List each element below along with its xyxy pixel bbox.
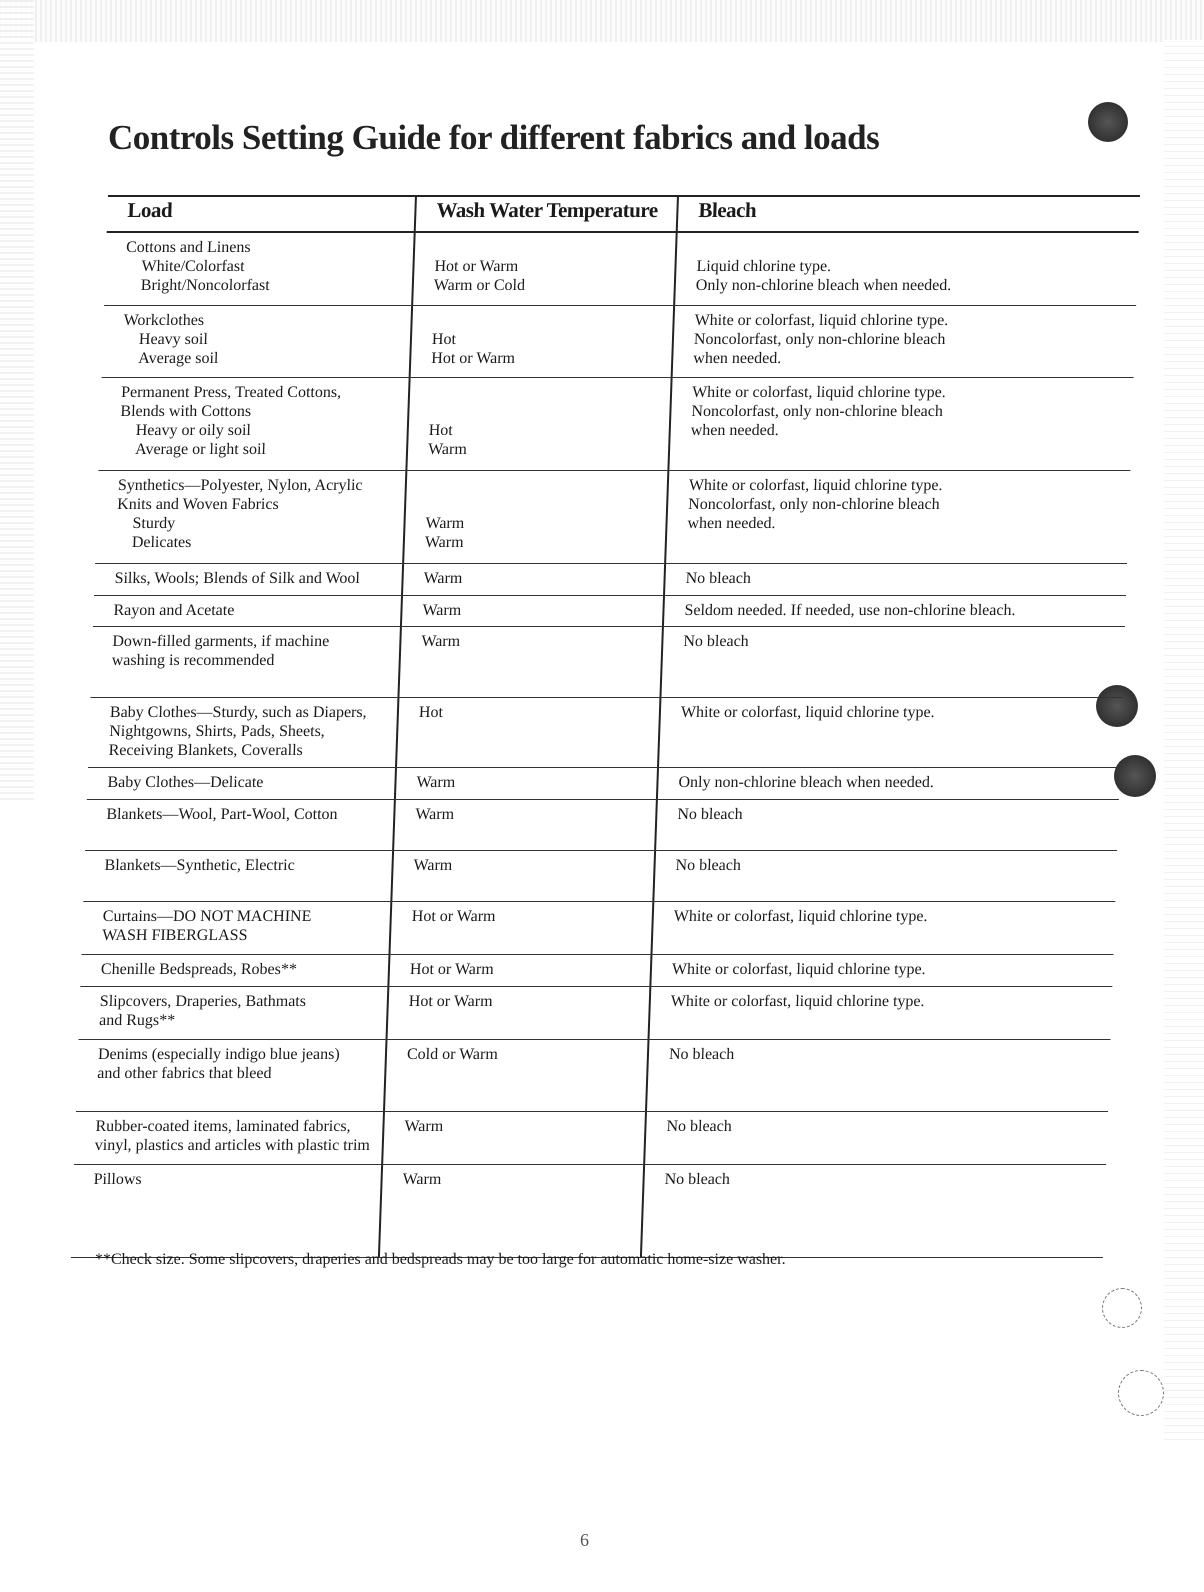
bleach-cell xyxy=(649,955,1113,986)
table-row xyxy=(94,564,1127,596)
load-line: White/Colorfast xyxy=(141,258,245,275)
load-cell xyxy=(85,800,394,850)
load-line: Cottons and Linens xyxy=(125,239,251,256)
bleach-cell xyxy=(656,768,1120,799)
bleach-cell xyxy=(667,378,1133,470)
bleach-line: White or colorfast, liquid chlorine type. xyxy=(691,384,947,401)
bleach-cell xyxy=(664,471,1130,563)
bleach-cell xyxy=(640,1165,1106,1257)
table-row xyxy=(76,1040,1111,1112)
load-line: Nightgowns, Shirts, Pads, Sheets, xyxy=(108,723,326,740)
load-line: Baby Clothes—Sturdy, such as Diapers, xyxy=(109,704,367,721)
bleach-cell xyxy=(654,800,1119,850)
load-line: and other fabrics that bleed xyxy=(97,1065,272,1082)
load-line: Denims (especially indigo blue jeans) xyxy=(97,1046,341,1063)
load-line: washing is recommended xyxy=(111,652,275,669)
load-line: Heavy or oily soil xyxy=(135,422,252,439)
bleach-line: Only non-chlorine bleach when needed. xyxy=(695,277,952,294)
page-title: Controls Setting Guide for different fabrics and loads xyxy=(108,118,880,157)
load-cell xyxy=(90,627,399,697)
scan-artifact-top xyxy=(0,0,1204,42)
punch-hole xyxy=(1114,755,1156,797)
bleach-line: Seldom needed. If needed, use non-chlorine bleach. xyxy=(684,602,1016,619)
load-line: Receiving Blankets, Coveralls xyxy=(108,742,304,759)
load-line: Bright/Noncolorfast xyxy=(140,277,271,294)
temp-line: Warm xyxy=(425,515,465,532)
bleach-line: White or colorfast, liquid chlorine type. xyxy=(671,961,926,978)
temp-line xyxy=(426,495,667,514)
load-line: Knits and Woven Fabrics xyxy=(116,496,280,513)
temperature-cell xyxy=(397,627,661,697)
temp-line: Warm xyxy=(423,570,463,587)
load-cell xyxy=(74,1112,383,1164)
bleach-line: No bleach xyxy=(675,857,742,874)
table-row xyxy=(81,902,1115,955)
footnote: **Check size. Some slipcovers, draperies and bedspreads may be too large for automatic home-size washer. xyxy=(95,1251,786,1268)
temperature-cell xyxy=(409,306,673,377)
bleach-cell xyxy=(652,851,1117,901)
temp-line: Cold or Warm xyxy=(406,1046,499,1063)
bleach-line: No bleach xyxy=(664,1171,731,1188)
temp-line: Hot xyxy=(428,422,454,439)
temp-line: Hot or Warm xyxy=(408,993,493,1010)
load-line: Heavy soil xyxy=(138,331,209,348)
temp-line: Hot or Warm xyxy=(430,350,516,367)
temp-line: Hot or Warm xyxy=(434,258,519,275)
bleach-line: White or colorfast, liquid chlorine type. xyxy=(670,993,925,1010)
temp-line: Warm xyxy=(422,602,462,619)
temperature-cell xyxy=(390,851,654,901)
temperature-cell xyxy=(387,955,650,986)
temperature-cell xyxy=(388,902,652,954)
temp-line: Hot xyxy=(431,331,457,348)
load-line: Workclothes xyxy=(123,312,205,329)
bleach-line: when needed. xyxy=(692,350,782,367)
scan-artifact-right xyxy=(1164,40,1204,1440)
load-line: Sturdy xyxy=(132,515,176,532)
scan-artifact-left xyxy=(0,0,34,800)
bleach-cell xyxy=(643,1112,1108,1164)
temp-line xyxy=(432,311,673,330)
bleach-cell xyxy=(648,987,1113,1039)
header-load: Load xyxy=(127,198,173,222)
load-line: Permanent Press, Treated Cottons, xyxy=(120,384,342,401)
bleach-cell xyxy=(657,698,1122,767)
temp-line xyxy=(435,238,676,257)
temp-line: Warm or Cold xyxy=(433,277,526,294)
load-cell xyxy=(71,1165,381,1257)
bleach-cell xyxy=(671,306,1136,377)
load-cell xyxy=(98,378,408,470)
load-cell xyxy=(88,698,397,767)
bleach-line: Noncolorfast, only non-chlorine bleach xyxy=(693,331,946,348)
temperature-cell xyxy=(383,1040,647,1111)
load-cell xyxy=(95,471,405,563)
temperature-cell xyxy=(378,1165,643,1257)
load-cell xyxy=(87,768,395,799)
temp-line xyxy=(427,476,668,495)
bleach-line: No bleach xyxy=(677,806,743,823)
bleach-line: No bleach xyxy=(683,633,750,650)
load-line: Blends with Cottons xyxy=(120,403,252,420)
temperature-cell xyxy=(394,768,657,799)
bleach-line: No bleach xyxy=(685,570,752,587)
temperature-cell xyxy=(386,987,650,1039)
bleach-cell xyxy=(645,1040,1110,1111)
load-cell xyxy=(76,1040,385,1111)
load-cell xyxy=(94,564,402,595)
load-line: Average soil xyxy=(137,350,219,367)
table-row xyxy=(85,800,1119,851)
temp-line: Warm xyxy=(402,1171,442,1188)
temp-line: Warm xyxy=(415,806,455,823)
bleach-line: No bleach xyxy=(668,1046,735,1063)
temperature-cell xyxy=(395,698,659,767)
table-row xyxy=(88,698,1122,768)
table-row xyxy=(90,627,1124,698)
temperature-cell xyxy=(411,233,676,305)
table-row xyxy=(102,306,1137,378)
load-line: WASH FIBERGLASS xyxy=(101,927,248,944)
bleach-line: Noncolorfast, only non-chlorine bleach xyxy=(691,403,944,420)
load-line: vinyl, plastics and articles with plastic trim xyxy=(94,1137,371,1154)
table-row xyxy=(87,768,1120,800)
header-bleach: Bleach xyxy=(676,197,1140,231)
bleach-line: Liquid chlorine type. xyxy=(696,258,832,275)
table-row xyxy=(74,1112,1108,1165)
bleach-line: when needed. xyxy=(687,515,776,532)
table-row xyxy=(71,1165,1106,1258)
bleach-cell xyxy=(650,902,1115,954)
load-line: Down-filled garments, if machine xyxy=(112,633,330,650)
temperature-cell xyxy=(392,800,656,850)
bleach-line: White or colorfast, liquid chlorine type. xyxy=(688,477,943,494)
load-cell xyxy=(102,306,411,377)
temp-line: Warm xyxy=(404,1118,444,1135)
load-line: Blankets—Synthetic, Electric xyxy=(104,857,296,874)
temperature-cell xyxy=(401,564,664,595)
load-cell xyxy=(93,596,401,626)
temp-line: Warm xyxy=(427,441,468,458)
bleach-line: White or colorfast, liquid chlorine type. xyxy=(680,704,935,721)
table-row xyxy=(104,233,1139,306)
load-cell xyxy=(104,233,414,305)
table-header xyxy=(107,195,1140,233)
load-line: and Rugs** xyxy=(98,1012,176,1029)
temperature-cell xyxy=(400,596,663,626)
load-cell xyxy=(83,851,392,901)
temp-line: Warm xyxy=(424,534,464,551)
load-line: Baby Clothes—Delicate xyxy=(107,774,264,791)
temp-line: Hot or Warm xyxy=(411,908,496,925)
load-line: Pillows xyxy=(93,1171,142,1188)
temp-line: Warm xyxy=(413,857,453,874)
load-line: Synthetics—Polyester, Nylon, Acrylic xyxy=(117,477,363,494)
punch-hole xyxy=(1088,102,1128,142)
temp-line: Warm xyxy=(416,774,456,791)
page-number: 6 xyxy=(580,1530,589,1550)
temperature-cell xyxy=(381,1112,645,1164)
table-row xyxy=(98,378,1133,471)
load-line: Blankets—Wool, Part-Wool, Cotton xyxy=(106,806,338,823)
load-line: Average or light soil xyxy=(134,441,267,458)
table-row xyxy=(95,471,1130,564)
table-row xyxy=(78,987,1112,1040)
bleach-cell xyxy=(659,627,1124,697)
load-line: Curtains—DO NOT MACHINE xyxy=(102,908,312,925)
bleach-line: White or colorfast, liquid chlorine type. xyxy=(673,908,928,925)
table-row xyxy=(93,596,1126,627)
load-line: Delicates xyxy=(131,534,192,551)
temperature-cell xyxy=(405,378,670,470)
bleach-cell xyxy=(663,564,1127,595)
settings-table xyxy=(71,195,1140,1258)
punch-hole xyxy=(1118,1370,1164,1416)
temp-line xyxy=(430,383,671,402)
temp-line: Warm xyxy=(421,633,461,650)
temp-line xyxy=(429,402,670,421)
load-line: Rayon and Acetate xyxy=(113,602,235,619)
temperature-cell xyxy=(402,471,667,563)
temp-line: Hot xyxy=(418,704,444,721)
bleach-line: Only non-chlorine bleach when needed. xyxy=(678,774,935,791)
bleach-line: when needed. xyxy=(690,422,780,439)
table-row xyxy=(80,955,1113,987)
load-cell xyxy=(81,902,390,954)
load-line: Silks, Wools; Blends of Silk and Wool xyxy=(114,570,361,587)
bleach-line: White or colorfast, liquid chlorine type. xyxy=(694,312,949,329)
table-row xyxy=(83,851,1117,902)
temp-line: Hot or Warm xyxy=(409,961,494,978)
bleach-cell xyxy=(662,596,1126,626)
punch-hole xyxy=(1102,1288,1142,1328)
bleach-line: No bleach xyxy=(666,1118,733,1135)
load-cell xyxy=(80,955,388,986)
load-line: Chenille Bedspreads, Robes** xyxy=(100,961,298,978)
bleach-line xyxy=(697,238,1139,257)
header-temperature: Wash Water Temperature xyxy=(414,197,677,231)
load-line: Slipcovers, Draperies, Bathmats xyxy=(99,993,307,1010)
load-line: Rubber-coated items, laminated fabrics, xyxy=(95,1118,351,1135)
load-cell xyxy=(79,987,388,1039)
bleach-line: Noncolorfast, only non-chlorine bleach xyxy=(687,496,940,513)
bleach-cell xyxy=(673,233,1139,305)
